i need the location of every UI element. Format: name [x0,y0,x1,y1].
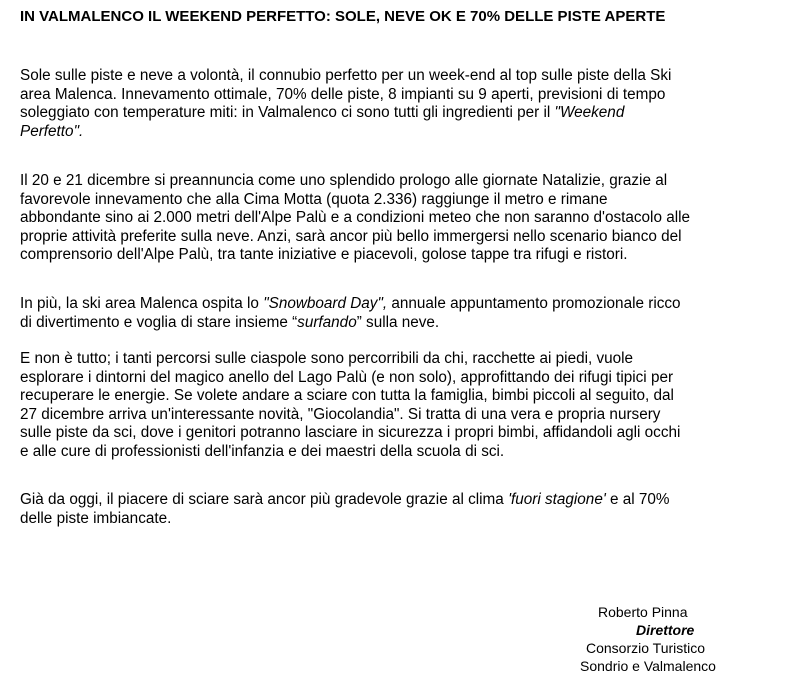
text-line: abbondante sino ai 2.000 metri dell'Alpe Palù e a condizioni meteo che non saranno d'ostacolo alle [20,209,691,226]
text-line: comprensorio dell'Alpe Palù, tra tante iniziative e piacevoli, golose tappe tra rifugi e ristori. [20,246,628,263]
paragraph-activities [20,350,760,461]
text-line: proprie attività preferite sulla neve. Anzi, sarà ancor più bello immergersi nello scenario bianco del [20,227,682,245]
italic-text: Perfetto". [20,122,84,140]
text-line: delle piste imbiancate. [20,509,172,527]
text-segment: annuale appuntamento promozionale ricco [387,295,681,312]
document-title: IN VALMALENCO IL WEEKEND PERFETTO: SOLE, NEVE OK E 70% DELLE PISTE APERTE [20,8,666,25]
organization-line: Consorzio Turistico [586,640,706,656]
organization-line: Sondrio e Valmalenco [580,658,716,674]
text-segment: e al 70% [605,491,670,508]
text-segment: soleggiato con temperature miti: in Valmalenco ci sono tutti gli ingredienti per il [20,104,555,121]
text-line [20,295,760,314]
text-segment: Già da oggi, il piacere di sciare sarà ancor più gradevole grazie al clima [20,491,509,508]
text-line: Il 20 e 21 dicembre si preannuncia come uno splendido prologo alle giornate Natalizie, grazie al [20,172,668,189]
text-segment: ” sulla neve. [356,313,440,331]
text-line [20,491,760,510]
text-line: e alle cure di professionisti dell'infanzia e dei maestri della scuola di sci. [20,442,505,460]
italic-text: surfando [297,313,357,331]
text-line: E non è tutto; i tanti percorsi sulle ciaspole sono percorribili da chi, racchette ai piedi, vuole [20,350,634,367]
text-segment: In più, la ski area Malenca ospita lo [20,295,264,312]
paragraph-december [20,172,760,265]
italic-text: "Weekend [554,104,625,121]
italic-text: "Snowboard Day", [263,295,388,312]
text-line: sulle piste da sci, dove i genitori potranno lasciare in sicurezza i propri bimbi, affidandoli agli occhi [20,424,681,441]
paragraph-intro [20,67,760,141]
signer-name: Roberto Pinna [598,604,688,620]
text-line: Sole sulle piste e neve a volontà, il connubio perfetto per un week-end al top sulle piste della Ski [20,67,672,84]
paragraph-snowboard-day [20,295,760,332]
paragraph-closing [20,491,760,528]
text-line: 27 dicembre arriva un'interessante novità, "Giocolandia". Si tratta di una vera e propria nursery [20,405,661,423]
text-line: esplorare i dintorni del magico anello del Lago Palù (e non solo), approfittando dei rifugi tipici per [20,368,674,386]
text-line [20,314,760,333]
text-line [20,104,760,123]
italic-text: 'fuori stagione' [508,491,606,508]
text-line: recuperare le energie. Se volete andare a sciare con tutta la famiglia, bimbi piccoli al seguito, dal [20,387,674,404]
text-line: area Malenca. Innevamento ottimale, 70% delle piste, 8 impianti su 9 aperti, previsioni di tempo [20,85,666,103]
text-segment: di divertimento e voglia di stare insieme “ [20,313,298,331]
text-line: favorevole innevamento che alla Cima Motta (quota 2.336) raggiunge il metro e rimane [20,190,608,208]
signer-role: Direttore [636,622,695,638]
